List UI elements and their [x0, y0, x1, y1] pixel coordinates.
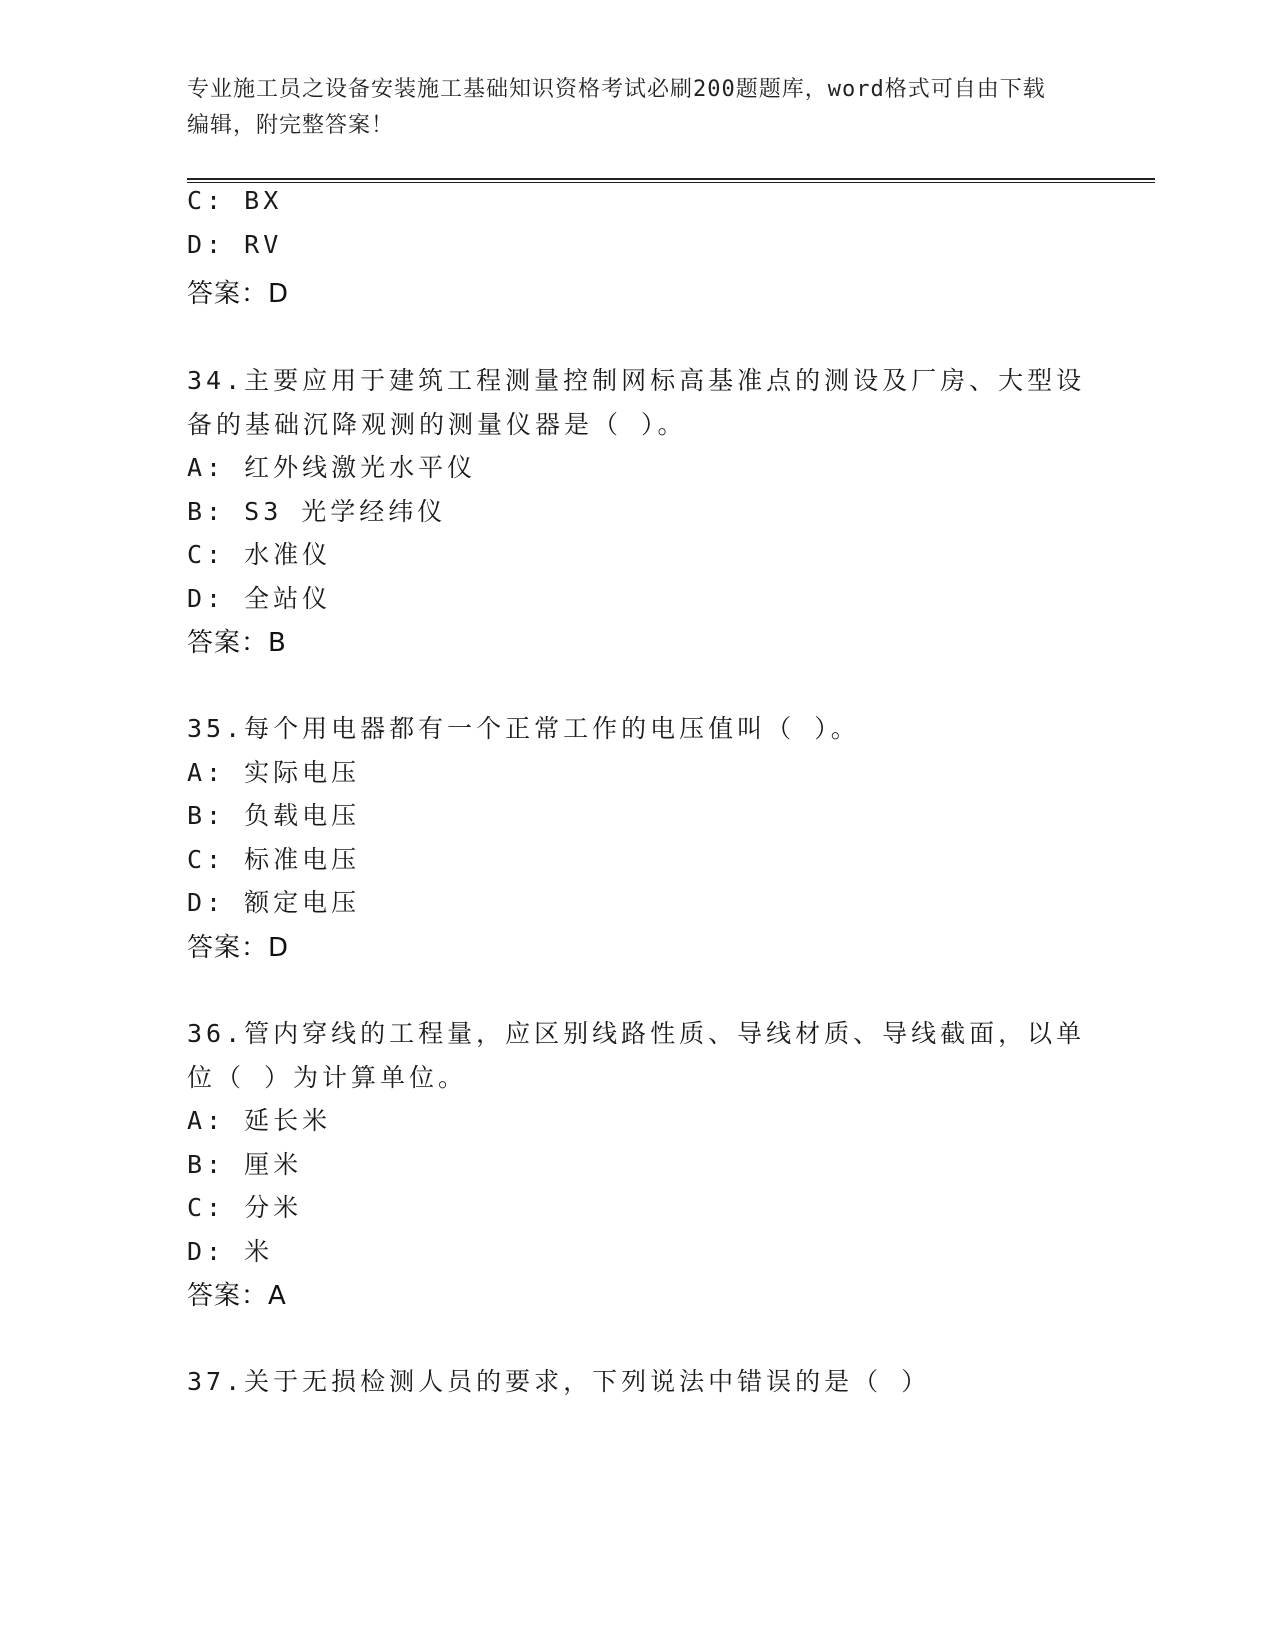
option-b: B: 厘米	[187, 1150, 303, 1179]
question-stem: 34.主要应用于建筑工程测量控制网标高基准点的测设及厂房、大型设	[187, 366, 1086, 395]
header-divider	[187, 178, 1155, 180]
answer-line: 答案：D	[187, 933, 290, 963]
option-c: C: BX	[187, 186, 283, 215]
option-c: C: 分米	[187, 1193, 303, 1222]
answer-line: 答案：D	[187, 279, 290, 309]
question-stem: 36.管内穿线的工程量，应区别线路性质、导线材质、导线截面，以单	[187, 1019, 1086, 1048]
option-d: D: 米	[187, 1237, 274, 1266]
answer-line: 答案：A	[187, 1281, 287, 1311]
question-stem: 35.每个用电器都有一个正常工作的电压值叫（ ）。	[187, 714, 860, 743]
option-d: D: 全站仪	[187, 584, 332, 613]
answer-line: 答案：B	[187, 628, 287, 658]
option-a: A: 延长米	[187, 1106, 332, 1135]
option-a: A: 红外线激光水平仪	[187, 453, 477, 482]
document-header: 专业施工员之设备安装施工基础知识资格考试必刷200题题库，word格式可自由下载编辑，附完整答案！	[187, 77, 1046, 138]
option-c: C: 水准仪	[187, 540, 332, 569]
option-c: C: 标准电压	[187, 845, 361, 874]
header-divider-thin	[187, 182, 1155, 183]
option-d: D: RV	[187, 230, 283, 259]
question-stem: 37.关于无损检测人员的要求，下列说法中错误的是（ ）	[187, 1367, 931, 1396]
option-b: B: S3 光学经纬仪	[187, 497, 447, 526]
option-b: B: 负载电压	[187, 801, 361, 830]
option-a: A: 实际电压	[187, 758, 361, 787]
option-d: D: 额定电压	[187, 888, 361, 917]
question-stem: 备的基础沉降观测的测量仪器是（ ）。	[187, 410, 687, 439]
question-stem: 位（ ）为计算单位。	[187, 1063, 468, 1092]
